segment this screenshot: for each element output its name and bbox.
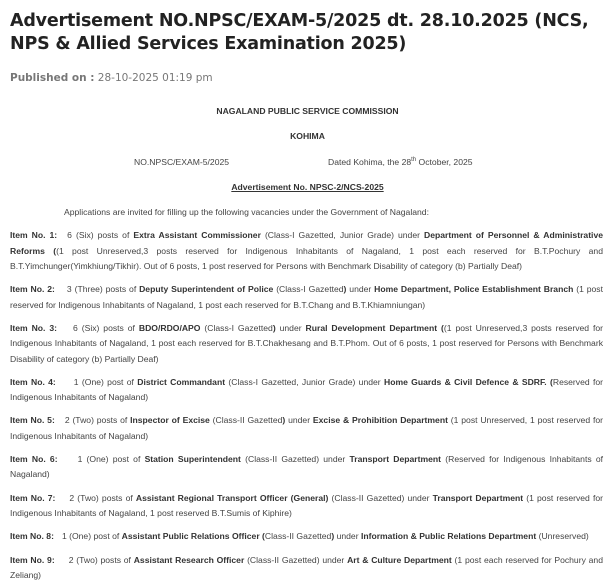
published-date: 28-10-2025 01:19 pm [97,72,213,84]
item-emphasis: Assistant Public Relations Officer ( [121,531,265,542]
item-label: Item No. 1: [10,230,58,241]
item-text: 2 (Two) posts of [64,415,131,426]
item-text: Class-II Gazetted [264,531,332,542]
item-text: (1 post Unreserved,3 posts reserved for Indigenous Inhabitants of Nagaland, 1 post each reserved for B.T.Chakhesang and B.T.Phom. Out of 6 posts, 1 post reserved for Persons with Benchmark Disability of category (b) Partially Deaf) [10,322,604,364]
item-label: Item No. 6: [10,454,58,465]
item-text: under [275,322,306,333]
item-text: (Unreserved) [536,531,589,542]
item-emphasis: Excise & Prohibition Department [312,415,448,426]
vacancy-item [10,282,605,313]
item-label: Item No. 4: [10,376,56,387]
item-emphasis: Deputy Superintendent of Police [139,284,274,295]
item-text: (Class-I Gazetted, Junior Grade) under [225,376,384,387]
item-label: Item No. 7: [10,492,56,503]
published-label: Published on : [10,72,95,84]
item-text: 3 (Three) posts of [66,284,140,295]
item-emphasis: ) [343,284,347,295]
item-emphasis: ) [272,322,276,333]
item-text: 1 (One) post of [77,454,145,465]
item-text: 2 (Two) posts of [69,492,136,503]
item-emphasis: ( [53,245,57,256]
page-title: Advertisement NO.NPSC/EXAM-5/2025 dt. 28.10.2025 (NCS, NPS & Allied Services Examination 2025) [10,11,589,54]
item-text: (1 post Unreserved,3 posts reserved for Indigenous Inhabitants of Nagaland, 1 post each reserved for B.T.Pochury and B.T.Yimchunger(Yimkhiung/Tikhir). Out of 6 posts, 1 post reserved for Persons with Benchmark Disability of category (b) Partially Deaf) [10,245,603,272]
item-text: (1 post Unreserved, 1 post reserved for Indigenous Inhabitants of Nagaland) [10,415,603,441]
item-text: 6 (Six) posts of [67,230,134,241]
vacancy-item [10,228,605,274]
vacancy-item [10,529,605,544]
item-label: Item No. 8: [10,531,54,542]
item-text: (Class-II Gazetted) under [328,492,433,503]
item-label: Item No. 9: [10,554,55,565]
item-emphasis: Art & Culture Department [347,554,452,565]
item-text: (Class-II Gazetted) under [244,554,348,565]
item-text: under [285,415,313,426]
reference-line [10,155,605,170]
dated-suffix: October, 2025 [416,156,473,167]
item-emphasis: Transport Department [432,492,524,503]
item-text: Reserved for Indigenous Inhabitants of Nagaland) [10,376,603,403]
reference-number: NO.NPSC/EXAM-5/2025 [134,156,230,167]
item-text: 1 (One) post of [61,531,122,542]
item-text: (1 post each reserved for Pochury and Zeliang) [10,554,603,580]
item-text: (Reserved for Indigenous Inhabitants of Nagaland) [10,454,604,480]
item-emphasis: Transport Department [349,454,442,465]
item-text: (Class-I Gazetted, Junior Grade) under [260,230,424,241]
vacancy-items [10,228,605,583]
vacancy-item [10,452,605,483]
item-emphasis: Station Superintendent [144,454,241,465]
item-emphasis: Assistant Research Officer [133,554,245,565]
item-text: (Class-II Gazetted [209,415,283,426]
org-name: NAGALAND PUBLIC SERVICE COMMISSION [216,106,399,116]
advertisement-document [10,104,605,583]
item-text: (Class-I Gazetted [273,284,344,295]
item-text: under [334,531,361,542]
item-emphasis: District Commandant [137,376,226,387]
dated-sup: th [411,156,417,163]
item-emphasis: Department of Personnel & Administrative Reforms [10,230,604,256]
item-emphasis: Rural Development Department [305,322,438,333]
vacancy-item [10,491,605,522]
item-emphasis: Assistant Regional Transport Officer (General) [135,492,329,503]
dated-prefix: Dated Kohima, the 28 [328,156,412,167]
vacancy-item [10,321,605,367]
item-text: under [346,284,375,295]
item-label: Item No. 2: [10,284,55,295]
item-emphasis: ) [331,531,335,542]
item-emphasis: Home Department, Police Establishment Branch [374,284,574,295]
item-emphasis: ( [441,322,444,333]
advertisement-number: Advertisement No. NPSC-2/NCS-2025 [231,181,384,192]
item-emphasis: Home Guards & Civil Defence & SDRF. ( [383,376,553,387]
item-emphasis: Inspector of Excise [130,415,210,426]
item-text: (Class-I Gazetted [200,322,273,333]
item-text: 2 (Two) posts of [68,554,134,565]
item-emphasis: Information & Public Relations Department [360,531,537,542]
org-city: KOHIMA [290,131,325,142]
vacancy-item [10,375,605,406]
item-text: (Class-II Gazetted) under [240,454,350,465]
published-info [10,72,605,84]
item-text: (1 post reserved for Indigenous Inhabitants of Nagaland, 1 post reserved B.T.Sumis of Kiphire) [10,492,603,518]
item-text: (1 post reserved for Indigenous Inhabitants of Nagaland, 1 post each reserved for B.T.Chang and B.T.Khiamniungan) [10,284,603,310]
item-emphasis: BDO/RDO/APO [138,322,201,333]
item-text: 1 (One) post of [73,376,138,387]
item-emphasis: Extra Assistant Commissioner [133,230,261,241]
vacancy-item [10,413,605,444]
intro-paragraph: Applications are invited for filling up the following vacancies under the Government of Nagaland: [64,207,429,218]
item-emphasis: ) [282,415,286,426]
dated-line [328,155,473,170]
vacancy-item [10,553,605,583]
item-text: 6 (Six) posts of [73,322,139,333]
item-label: Item No. 5: [10,415,55,426]
item-text [45,246,53,256]
item-label: Item No. 3: [10,322,58,333]
